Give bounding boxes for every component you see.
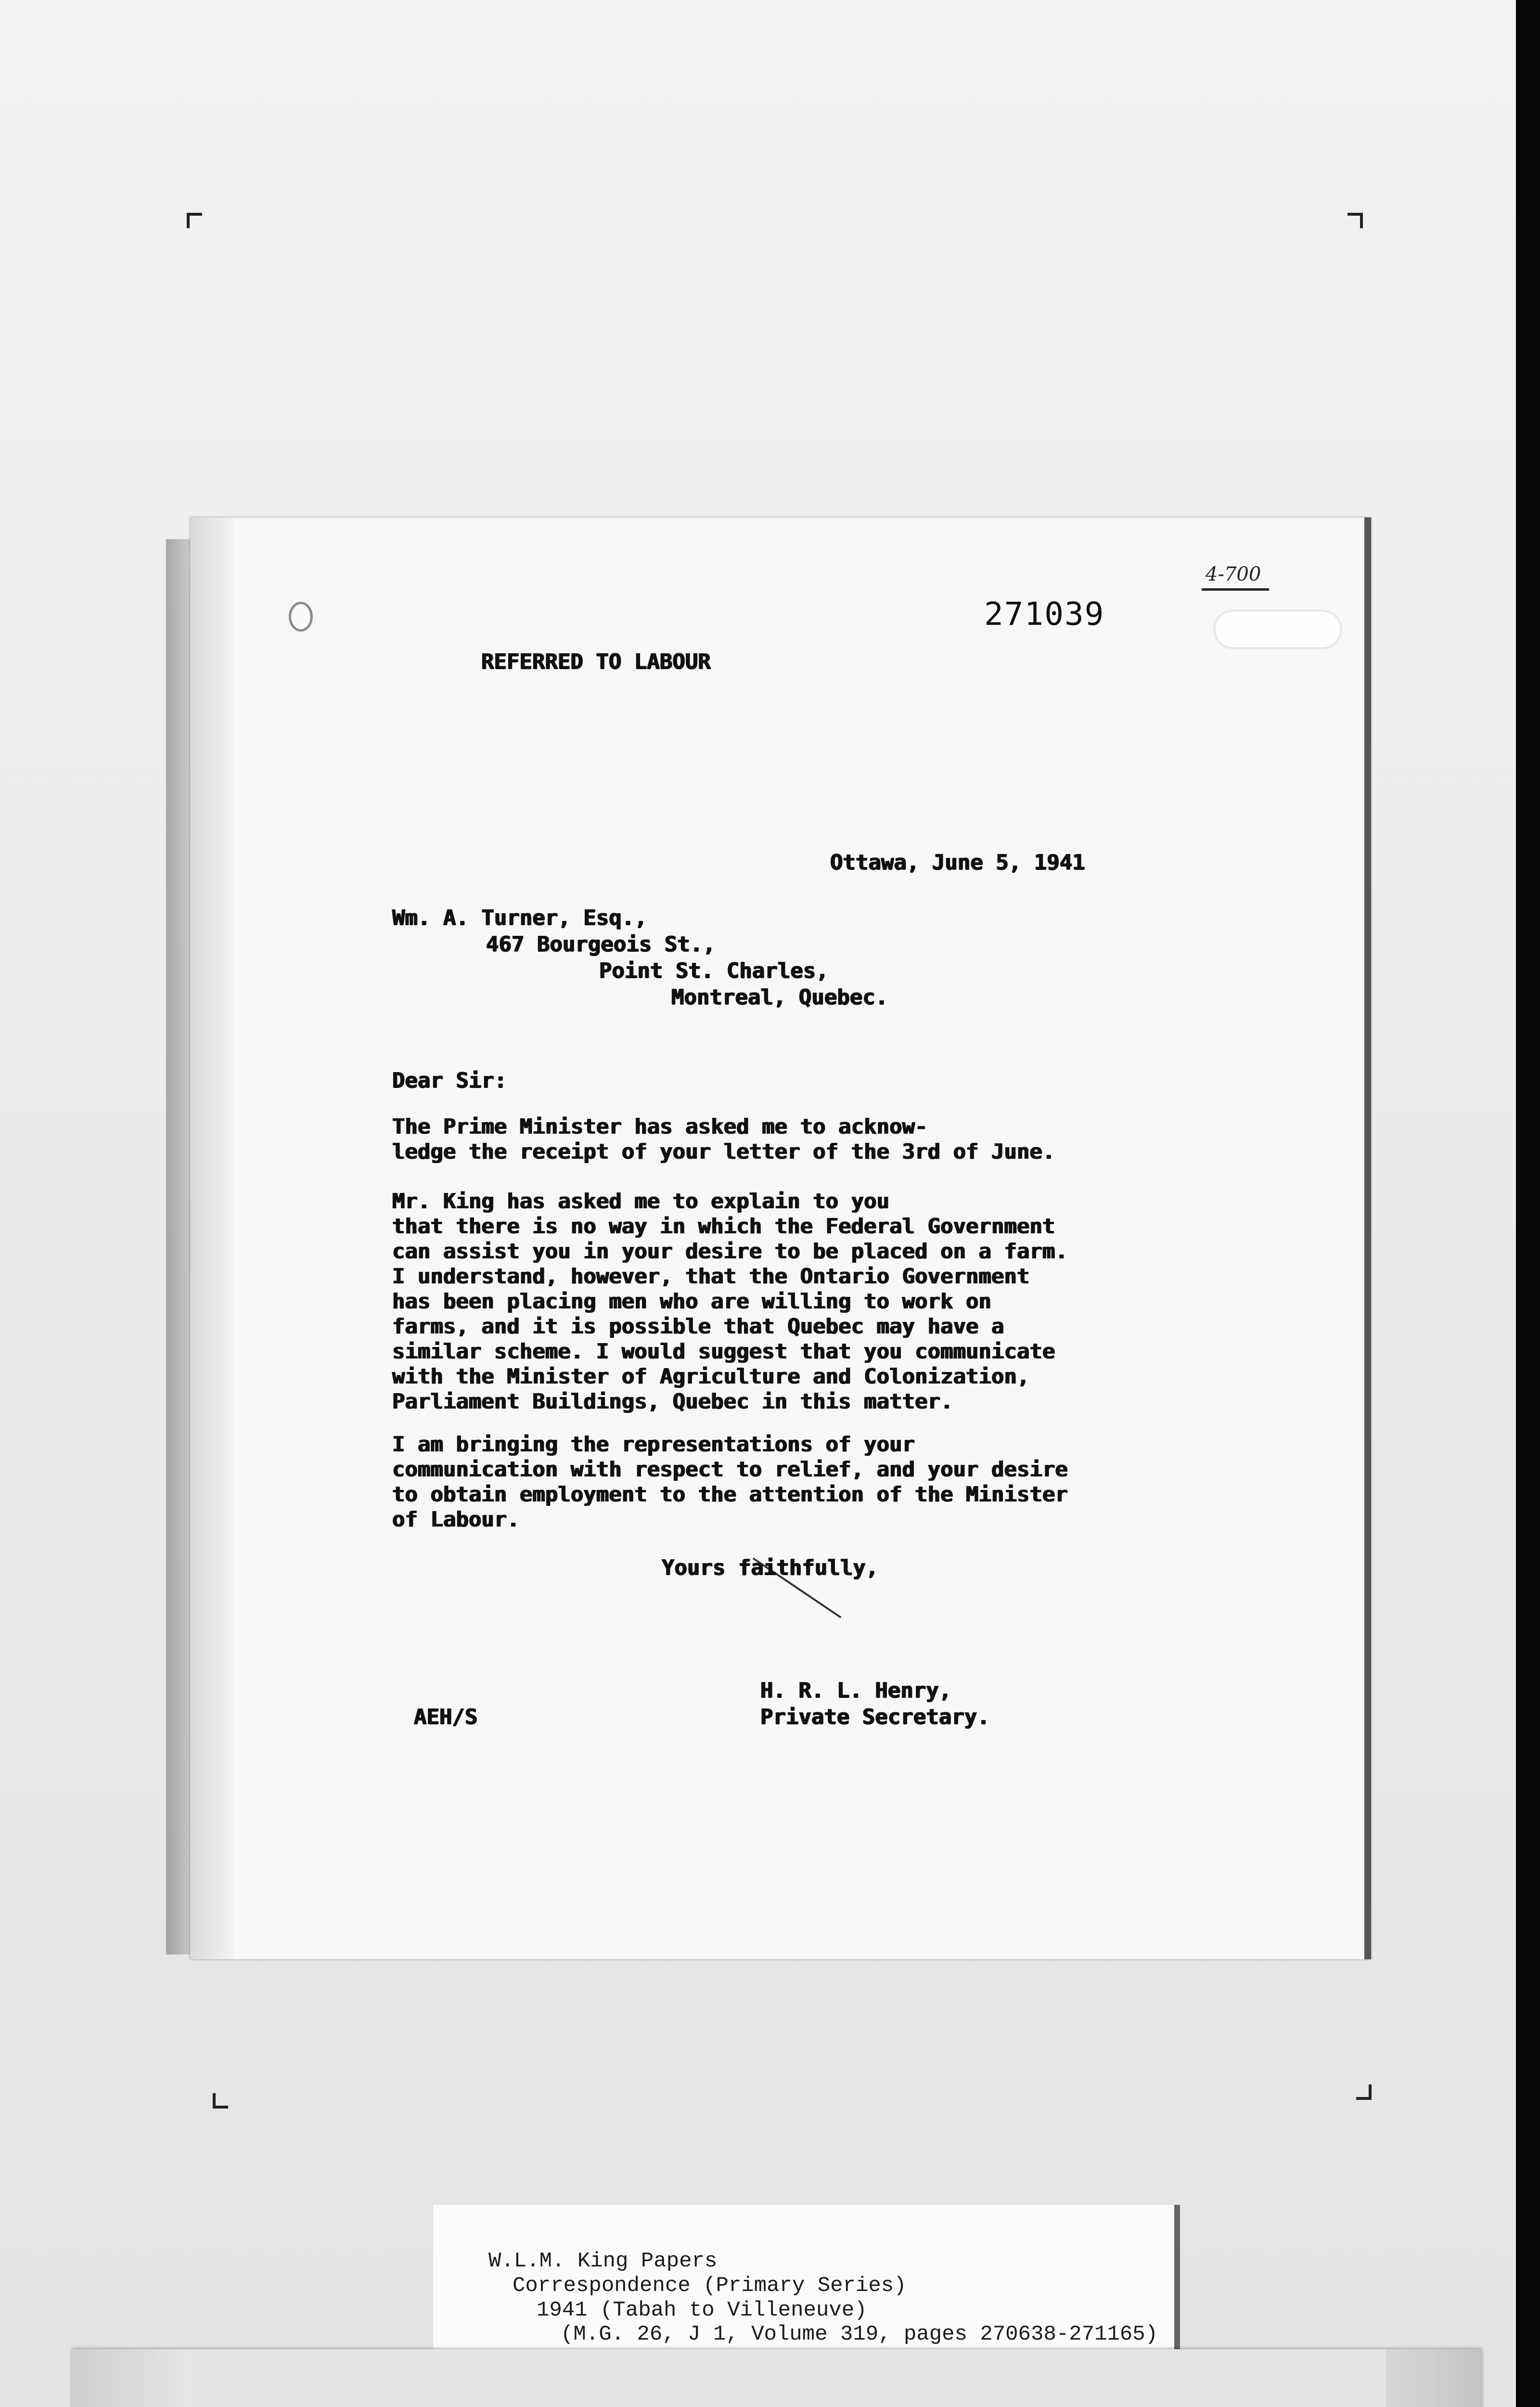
date-line: Ottawa, June 5, 1941 bbox=[830, 850, 1085, 875]
recipient-city: Montreal, Quebec. bbox=[671, 985, 888, 1009]
typist-initials: AEH/S bbox=[414, 1705, 478, 1729]
body-paragraph: I am bringing the representations of your communication with respect to relief, and your desire to obtain employment to the attention of the Minister of Labour. bbox=[392, 1432, 1068, 1532]
finding-aid-collection: W.L.M. King Papers bbox=[488, 2249, 718, 2273]
finding-aid-range: 1941 (Tabah to Villeneuve) bbox=[537, 2298, 867, 2322]
letter-page bbox=[190, 518, 1371, 1959]
correction-blot bbox=[1215, 611, 1340, 647]
handwritten-annotation bbox=[1196, 563, 1331, 616]
scan-right-border bbox=[1516, 0, 1540, 2407]
referral-note: REFERRED TO LABOUR bbox=[481, 649, 711, 674]
reference-number: 271039 bbox=[984, 595, 1105, 633]
recipient-street: 467 Bourgeois St., bbox=[486, 932, 716, 957]
finding-aid-label bbox=[433, 2205, 1180, 2364]
signer-title: Private Secretary. bbox=[760, 1705, 990, 1729]
letter-fold bbox=[190, 518, 233, 1959]
recipient-district: Point St. Charles, bbox=[599, 958, 829, 983]
banner-left-edge bbox=[72, 2349, 192, 2407]
finding-aid-series: Correspondence (Primary Series) bbox=[513, 2274, 907, 2298]
crop-mark-top-right bbox=[1348, 213, 1363, 228]
punch-hole bbox=[289, 602, 313, 632]
archives-banner bbox=[72, 2349, 1482, 2407]
handwritten-note: 4-700 bbox=[1206, 563, 1261, 585]
crop-mark-bottom-left bbox=[213, 2093, 228, 2109]
salutation: Dear Sir: bbox=[392, 1068, 507, 1093]
crop-mark-top-left bbox=[187, 213, 202, 228]
banner-right-edge bbox=[1386, 2349, 1482, 2407]
closing: Yours faithfully, bbox=[662, 1555, 879, 1580]
signer-name: H. R. L. Henry, bbox=[760, 1678, 952, 1703]
handwritten-underline bbox=[1202, 588, 1269, 591]
body-paragraph: Mr. King has asked me to explain to you that there is no way in which the Federal Government can assist you in your desire to be placed on a farm. I understand, however, that the Ontario Government has been placing men who are willing to work on farms, and it is possible that Quebec may have a similar scheme. I would suggest that you communicate with the Minister of Agriculture and Colonization, Parliament Buildings, Quebec in this matter. bbox=[392, 1189, 1068, 1414]
recipient-name: Wm. A. Turner, Esq., bbox=[392, 906, 647, 930]
crop-mark-bottom-right bbox=[1356, 2084, 1372, 2100]
finding-aid-reference: (M.G. 26, J 1, Volume 319, pages 270638-271165) bbox=[561, 2322, 1158, 2346]
body-paragraph: The Prime Minister has asked me to acknow- ledge the receipt of your letter of the 3rd of June. bbox=[392, 1114, 1055, 1164]
